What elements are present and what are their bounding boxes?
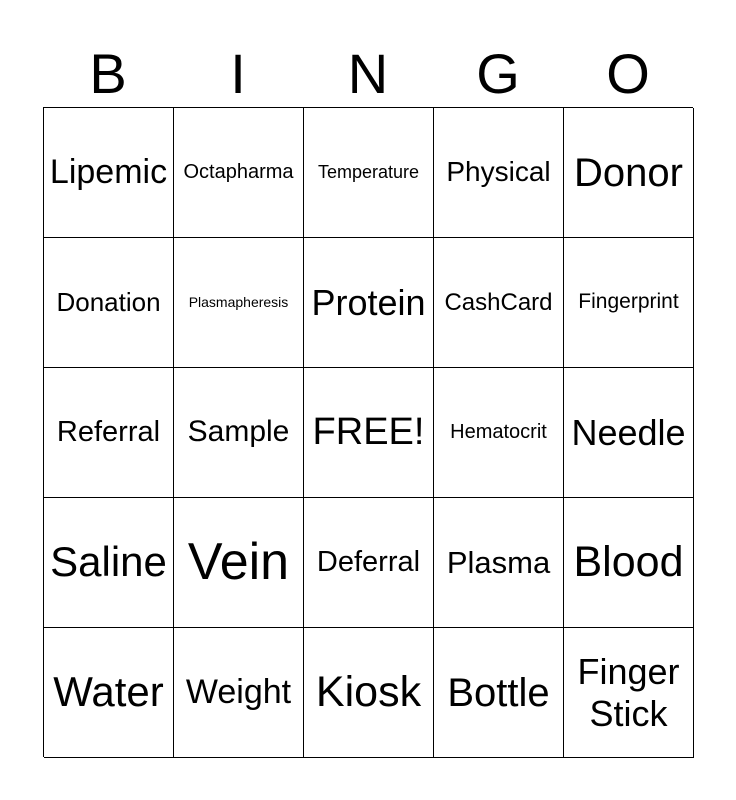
cell-text: Sample xyxy=(187,415,290,449)
cell-text: Bottle xyxy=(447,670,550,715)
cell-text: Lipemic xyxy=(49,152,168,191)
cell-text: Temperature xyxy=(317,162,420,183)
bingo-cell[interactable] xyxy=(174,108,304,238)
cell-text: Donation xyxy=(56,286,161,317)
cell-text: Deferral xyxy=(316,545,421,578)
cell-text: Vein xyxy=(187,532,290,591)
bingo-cell[interactable] xyxy=(174,368,304,498)
bingo-cell[interactable] xyxy=(44,498,174,628)
cell-text: Needle xyxy=(571,411,686,453)
header-letter-b: B xyxy=(89,42,127,105)
bingo-cell[interactable] xyxy=(44,628,174,758)
cell-text: Kiosk xyxy=(315,667,422,716)
bingo-header xyxy=(43,40,693,108)
bingo-cell[interactable] xyxy=(564,368,694,498)
cell-text: Protein xyxy=(311,281,426,323)
bingo-cell[interactable] xyxy=(564,238,694,368)
bingo-cell[interactable] xyxy=(174,498,304,628)
cell-text: Weight xyxy=(185,672,292,711)
cell-text: Plasmapheresis xyxy=(188,294,289,311)
bingo-cell[interactable] xyxy=(434,628,564,758)
bingo-cell[interactable] xyxy=(44,108,174,238)
bingo-cell[interactable] xyxy=(44,368,174,498)
cell-text: Fingerprint xyxy=(578,290,679,314)
cell-text: Physical xyxy=(446,156,551,188)
bingo-cell[interactable] xyxy=(174,628,304,758)
bingo-cell[interactable] xyxy=(304,628,434,758)
bingo-board xyxy=(43,107,693,757)
header-letter-o: O xyxy=(606,42,650,105)
cell-text: FREE! xyxy=(312,410,425,453)
cell-text: Plasma xyxy=(446,544,551,580)
bingo-cell[interactable] xyxy=(564,108,694,238)
header-letter-n: N xyxy=(347,42,389,105)
cell-text: Water xyxy=(53,668,164,716)
header-letter-g: G xyxy=(476,42,520,105)
cell-text: Hematocrit xyxy=(450,421,547,443)
bingo-cell[interactable] xyxy=(304,498,434,628)
bingo-cell[interactable] xyxy=(304,368,434,498)
bingo-cell[interactable] xyxy=(44,238,174,368)
cell-text: CashCard xyxy=(444,288,553,316)
bingo-cell[interactable] xyxy=(304,238,434,368)
header-letter-i: I xyxy=(230,42,246,105)
cell-text: Donor xyxy=(574,150,683,195)
bingo-cell[interactable] xyxy=(174,238,304,368)
cell-text: Blood xyxy=(573,537,684,586)
cell-text: Octapharma xyxy=(183,161,294,183)
bingo-cell[interactable] xyxy=(304,108,434,238)
bingo-cell[interactable] xyxy=(434,368,564,498)
bingo-cell[interactable] xyxy=(434,238,564,368)
bingo-cell[interactable] xyxy=(564,628,694,758)
cell-text: Saline xyxy=(50,538,167,586)
cell-text: Finger Stick xyxy=(577,651,680,734)
bingo-cell[interactable] xyxy=(434,108,564,238)
cell-text: Referral xyxy=(56,415,161,448)
bingo-cell[interactable] xyxy=(434,498,564,628)
bingo-cell[interactable] xyxy=(564,498,694,628)
